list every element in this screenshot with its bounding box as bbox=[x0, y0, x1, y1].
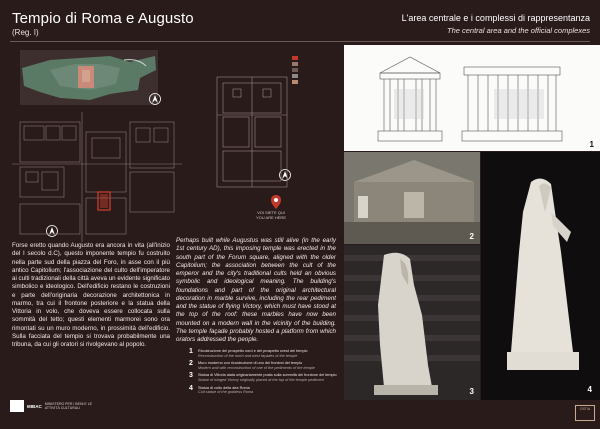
ostia-logo: OSTIA bbox=[575, 405, 595, 421]
forum-plan bbox=[12, 112, 182, 242]
legend-item bbox=[292, 68, 344, 72]
victory-statue-photo bbox=[344, 245, 480, 400]
legend-item bbox=[292, 56, 344, 60]
plan-legend bbox=[292, 56, 344, 86]
caption-en: Reconstruction of the north and west façades of the temple bbox=[198, 353, 298, 358]
description-english: Perhaps built while Augustus was still alive (in the early 1st century AD), this imposing temple was erected in the south part of the Forum square, aligned with the older Capitolium; the association between the cult of the emperor and the city's traditional cults held an obvious symbolic and ideological meaning. The building's foundations and part of the original architectural decoration in marble survive, including the rear pediment and the statue of flying Victory, which must have stood at the top of the roof: these marbles have now been mounted on a modern wall in the vicinity of the building. The temple façade probably hosted a platform from which orators addressed the people. bbox=[176, 237, 336, 343]
caption-number: 2 bbox=[189, 360, 193, 368]
caption-en: Modern wall with reconstruction of one of the pediments of the temple bbox=[198, 365, 315, 370]
caption-item bbox=[189, 386, 344, 395]
caption-it: Ricostruzione del prospetto nord e del prospetto ovest del tempio bbox=[198, 349, 308, 353]
region-label: (Reg. I) bbox=[12, 28, 39, 37]
legend-item bbox=[292, 74, 344, 78]
you-are-here-label bbox=[250, 210, 292, 220]
section-title-en: The central area and the official complexes bbox=[447, 26, 590, 35]
caption-number: 1 bbox=[189, 348, 193, 355]
image-number-badge: 1 bbox=[589, 140, 594, 149]
caption-item bbox=[189, 373, 344, 382]
caption-number: 4 bbox=[189, 384, 193, 392]
image-number-badge: 4 bbox=[587, 385, 592, 394]
caption-it: Statua di Vittoria alata originariamente posta sulla sommità del frontone del tempio bbox=[198, 373, 337, 378]
caption-item bbox=[189, 361, 344, 370]
caption-number: 3 bbox=[189, 372, 193, 380]
caption-en: Cult statue of the goddess Roma bbox=[198, 390, 254, 395]
you-are-here-en: YOU ARE HERE bbox=[255, 215, 286, 220]
mibac-label: MIBAC bbox=[27, 403, 42, 409]
section-title-it: L'area centrale e i complessi di rappresentanza bbox=[401, 13, 590, 23]
image-number-badge: 3 bbox=[469, 387, 474, 396]
caption-it: Muro moderno con ricostruzione di uno dei frontoni del tempio bbox=[198, 361, 303, 366]
legend-item bbox=[292, 62, 344, 66]
pediment-photo bbox=[344, 152, 480, 244]
pediment-wall-photo bbox=[344, 152, 480, 244]
caption-it: Statua di culto della dea Roma bbox=[198, 385, 250, 390]
victory-photo bbox=[344, 245, 480, 400]
page-title: Tempio di Roma e Augusto bbox=[12, 10, 194, 27]
location-pin-icon bbox=[271, 195, 281, 209]
image-number-badge: 2 bbox=[469, 232, 474, 241]
mibac-logo-icon bbox=[10, 400, 24, 412]
caption-en: Statue of winged Victory originally placed at the top of the temple pediment bbox=[198, 377, 324, 382]
roma-photo bbox=[481, 152, 600, 400]
header-divider bbox=[10, 41, 590, 42]
legend-item bbox=[292, 80, 344, 84]
caption-item bbox=[189, 349, 344, 358]
image-captions bbox=[189, 349, 344, 398]
roma-statue-photo bbox=[481, 152, 600, 400]
ministry-logo bbox=[10, 400, 95, 412]
site-map-thumbnail bbox=[20, 50, 158, 105]
you-are-here-it: VOI SIETE QUI bbox=[257, 210, 285, 215]
ministry-label: MINISTERO PER I BENI E LE ATTIVITÀ CULTURALI bbox=[44, 402, 93, 410]
north-arrow-icon bbox=[148, 92, 162, 106]
description-italian: Forse eretto quando Augusto era ancora in vita (all'inizio del I secolo d.C), questo imponente tempio fu costruito nella parte sud della piazza del Foro, in asse con il più antico Capitolium; l'associazione del culto dell'imperatore ai culti tradizionali della città aveva un evidente significato simbolico e ideologico. Dell'edificio restano le costruzioni e parte dell'originaria decorazione architettonica in marmo, tra cui il frontone posteriore e la statua della Vittoria in volo, che doveva essere collocata sulla sommità del tetto; questi elementi marmorei sono ora rimontati su un muro moderno, in prossimità dell'edificio. Sulla facciata del tempio si trovava probabilmente una tribuna, da cui gli oratori si rivolgevano al popolo. bbox=[12, 242, 170, 348]
temple-elevation-drawing bbox=[344, 45, 600, 151]
elevation-drawing bbox=[344, 45, 600, 151]
